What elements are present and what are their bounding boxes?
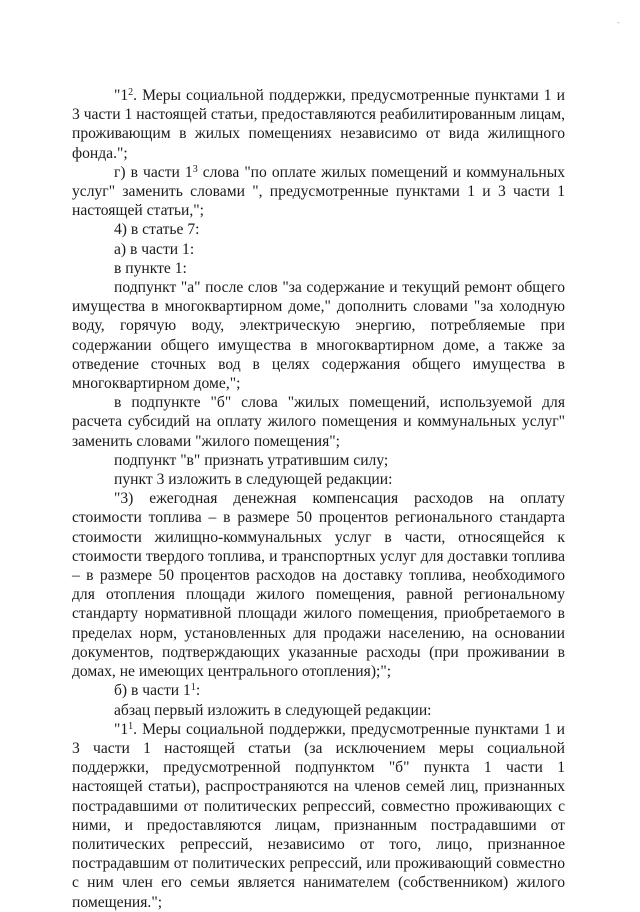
paragraph-point-1: в пункте 1:	[114, 259, 187, 277]
paragraph-article-7: 4) в статье 7:	[114, 221, 200, 239]
document-body	[72, 86, 565, 912]
page-mark: -	[617, 17, 620, 27]
paragraph-subpoint-v: подпункт "в" признать утратившим силу;	[114, 451, 389, 469]
paragraph-item-1-2: "$1^2$. Меры социальной поддержки, предусмотренные пунктами 1 и 3 части 1 настоящей статьи, предоставляются реабилитированным лицам, проживающим в жилых помещениях независимо от вида жилищного фонда.";	[72, 87, 565, 162]
paragraph-point-3-text: "3) ежегодная денежная компенсация расходов на оплату стоимости топлива – в размере 50 процентов регионального стандарта стоимости жилищно-коммунальных услуг в части, относящейся к стоимости твердого топлива, и транспортных услуг для доставки топлива – в размере 50 процентов расходов на доставку топлива, необходимого для отопления площади жилого помещения, равной региональному стандарту нормативной площади жилого помещения, приобретаемого в пределах норм, установленных для продажи населению, на основании документов, подтверждающих указанные расходы (при проживании в домах, не имеющих центрального отопления);";	[72, 490, 565, 681]
paragraph-part-1: а) в части 1:	[114, 240, 195, 258]
paragraph-g: г) в части $1^3$ слова "по оплате жилых помещений и коммунальных услуг" заменить словами ", предусмотренные пунктами 1 и 3 части 1 настоящей статьи,";	[72, 163, 565, 220]
paragraph-subpoint-b: в подпункте "б" слова "жилых помещений, используемой для расчета субсидий на оплату жилого помещения и коммунальных услуг" заменить словами "жилого помещения";	[72, 394, 565, 450]
paragraph-item-1-1: "$1^1$. Меры социальной поддержки, предусмотренные пунктами 1 и 3 части 1 настоящей статьи (за исключением меры социальной поддержки, предусмотренной подпунктом "б" пункта 1 части 1 настоящей статьи), распространяются на членов семей лиц, признанных пострадавшими от политических репрессий, совместно проживающих с ними, и предоставляются лицам, признанным пострадавшими от политических репрессий, независимо от того, лицо, признанное пострадавшим от политических репрессий, или проживающий совместно с ним член его семьи является нанимателем (собственником) жилого помещения.";	[72, 720, 565, 911]
paragraph-first-abzac: абзац первый изложить в следующей редакции:	[114, 701, 432, 719]
paragraph-part-1-1: б) в части $1^1$:	[114, 682, 201, 700]
paragraph-subpoint-a: подпункт "а" после слов "за содержание и текущий ремонт общего имущества в многоквартирном доме," дополнить словами "за холодную воду, горячую воду, электрическую энергию, потребляемые при содержании общего имущества в многоквартирном доме, а также за отведение сточных вод в целях содержания общего имущества в многоквартирном доме,";	[72, 279, 565, 393]
paragraph-point-3-intro: пункт 3 изложить в следующей редакции:	[114, 471, 393, 489]
